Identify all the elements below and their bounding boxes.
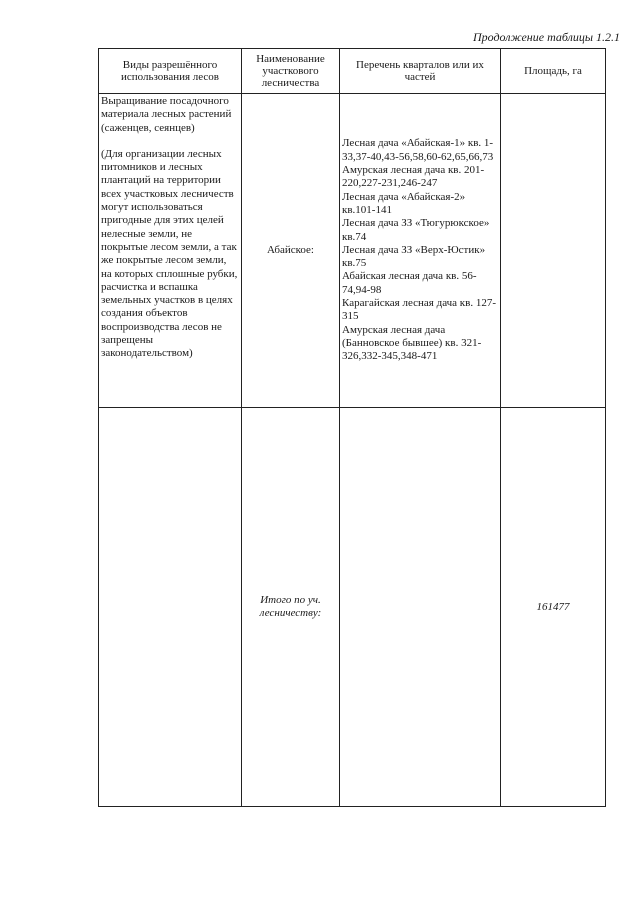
- forest-use-table: [98, 48, 606, 807]
- quarters-list-item: Лесная дача ЗЗ «Верх-Юстик» кв.75: [342, 243, 486, 270]
- table-header-row: [99, 49, 606, 94]
- header-forestry-name: Наименование участкового лесничества: [242, 49, 340, 94]
- header-quarters-list: Перечень кварталов или их частей: [340, 49, 501, 94]
- area-cell: [501, 94, 606, 408]
- table-row: [99, 94, 606, 408]
- table-continuation-label: Продолжение таблицы 1.2.1: [472, 30, 620, 44]
- quarters-list-item: Лесная дача «Абайская-1» кв. 1-33,37-40,43-56,58,60-62,65,66,73: [342, 137, 494, 163]
- quarters-list-item: Лесная дача «Абайская-2» кв.101-141: [342, 190, 466, 216]
- quarters-list-cell: [340, 94, 501, 408]
- quarters-list-item: Амурская лесная дача (Банновское бывшее) кв. 321-326,332-345,348-471: [342, 323, 482, 363]
- total-area-value: 161477: [501, 408, 606, 807]
- total-label: Итого по уч. лесничеству:: [242, 408, 340, 807]
- quarters-list-item: Карагайская лесная дача кв. 127-315: [342, 297, 496, 323]
- total-empty-cell: [99, 408, 242, 807]
- use-type-title: Выращивание посадочного материала лесных растений (саженцев, сеянцев): [101, 95, 232, 134]
- header-area: Площадь, га: [501, 49, 606, 94]
- forestry-name-cell: Абайское:: [242, 94, 340, 408]
- total-row: [99, 408, 606, 807]
- total-quarters-cell: [340, 408, 501, 807]
- use-type-cell: [99, 94, 242, 408]
- quarters-list-item: Лесная дача ЗЗ «Тюгурюкское» кв.74: [342, 217, 490, 243]
- quarters-list-item: Абайская лесная дача кв. 56-74,94-98: [342, 270, 477, 296]
- quarters-list-item: Амурская лесная дача кв. 201-220,227-231,246-247: [342, 164, 485, 190]
- header-use-type: Виды разрешённого использования лесов: [99, 49, 242, 94]
- use-type-note: (Для организации лесных питомников и лесных плантаций на территории всех участковых лесничеств могут использоваться пригодные для этих целей нелесные земли, не покрытые лесом земли, а так же покрытые лесом земли, на которых сплошные рубки, расчистка и вспашка земельных участков в целях создания объектов воспроизводства лесов не запрещены законодательством): [101, 147, 238, 360]
